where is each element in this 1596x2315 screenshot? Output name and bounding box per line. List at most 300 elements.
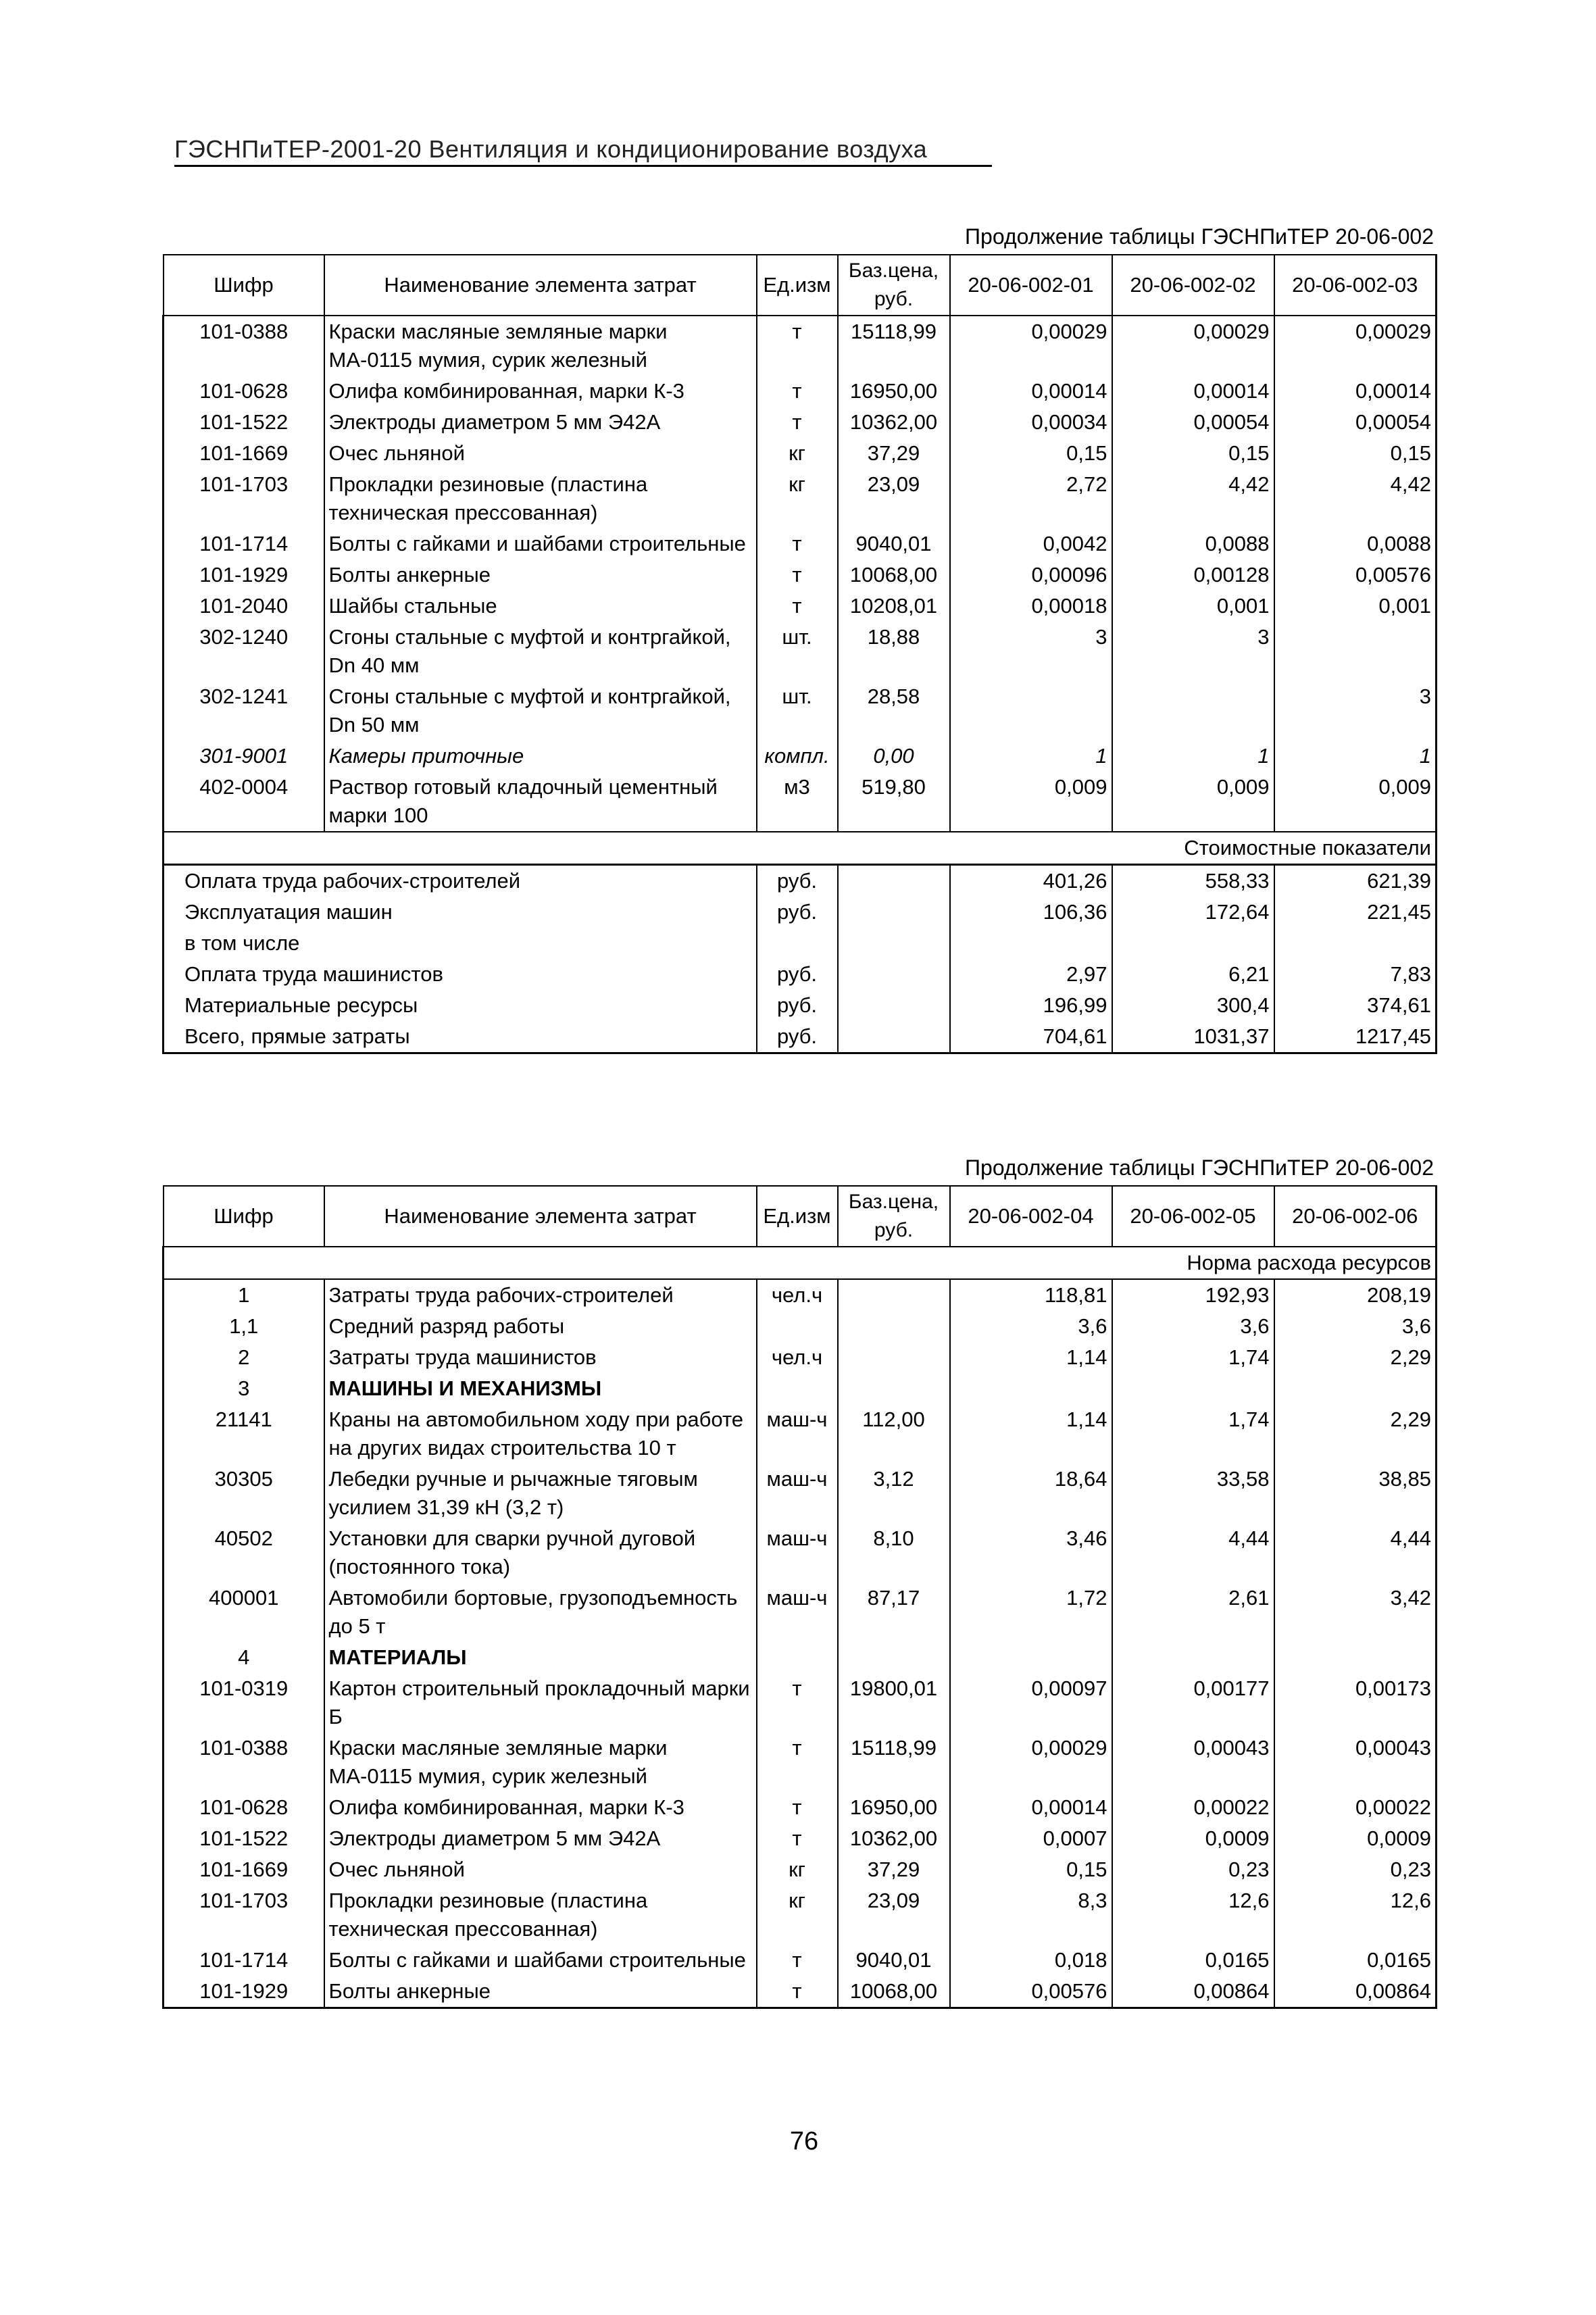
- row-price: 8,10: [838, 1523, 950, 1583]
- row-value-1: 3,46: [950, 1523, 1112, 1583]
- table-row: [164, 376, 1437, 407]
- header-col3: 20-06-002-03: [1274, 255, 1437, 316]
- row-code: 101-1929: [164, 1976, 324, 2008]
- row-value-1: 0,00096: [950, 559, 1112, 591]
- row-name: Краски масляные земляные марки МА-0115 мумия, сурик железный: [324, 316, 757, 376]
- row-value-1: 0,00034: [950, 407, 1112, 438]
- row-code: 101-0319: [164, 1673, 324, 1733]
- row-name: Установки для сварки ручной дуговой (постоянного тока): [324, 1523, 757, 1583]
- row-unit: т: [757, 316, 838, 376]
- row-unit: т: [757, 1673, 838, 1733]
- row-value-3: [1274, 622, 1437, 681]
- row-unit: м3: [757, 772, 838, 832]
- row-value-3: 0,00022: [1274, 1792, 1437, 1823]
- table-row: [164, 591, 1437, 622]
- summary-unit: руб.: [757, 897, 838, 928]
- row-value-1: 0,0007: [950, 1823, 1112, 1854]
- row-value-2: 192,93: [1112, 1279, 1274, 1311]
- row-value-3: 0,00864: [1274, 1976, 1437, 2008]
- row-value-2: 12,6: [1112, 1885, 1274, 1945]
- row-value-1: 18,64: [950, 1464, 1112, 1523]
- row-name: Болты анкерные: [324, 559, 757, 591]
- summary-value-1: 2,97: [950, 959, 1112, 990]
- row-unit: т: [757, 559, 838, 591]
- summary-row: [164, 990, 1437, 1021]
- table-row: [164, 1823, 1437, 1854]
- row-price: 9040,01: [838, 528, 950, 559]
- row-unit: т: [757, 1733, 838, 1792]
- row-value-2: 0,00014: [1112, 376, 1274, 407]
- row-unit: кг: [757, 438, 838, 469]
- table1-caption: Продолжение таблицы ГЭСНПиТЕР 20-06-002: [965, 224, 1434, 249]
- table-row: [164, 1945, 1437, 1976]
- section-label: Стоимостные показатели: [164, 832, 1437, 865]
- table-row: [164, 741, 1437, 772]
- row-unit: т: [757, 407, 838, 438]
- row-value-2: 33,58: [1112, 1464, 1274, 1523]
- row-value-1: 2,72: [950, 469, 1112, 528]
- row-value-2: 0,00043: [1112, 1733, 1274, 1792]
- summary-price: [838, 865, 950, 897]
- row-name: Болты с гайками и шайбами строительные: [324, 1945, 757, 1976]
- row-value-2: 0,001: [1112, 591, 1274, 622]
- row-value-3: 2,29: [1274, 1404, 1437, 1464]
- row-value-3: 3,6: [1274, 1311, 1437, 1342]
- row-value-1: 0,00014: [950, 1792, 1112, 1823]
- row-name: Раствор готовый кладочный цементный марки 100: [324, 772, 757, 832]
- row-value-3: 0,001: [1274, 591, 1437, 622]
- summary-unit: руб.: [757, 959, 838, 990]
- row-name: Прокладки резиновые (пластина техническая прессованная): [324, 1885, 757, 1945]
- summary-value-3: 621,39: [1274, 865, 1437, 897]
- header-col1: 20-06-002-04: [950, 1186, 1112, 1247]
- row-unit: чел.ч: [757, 1279, 838, 1311]
- row-value-3: 2,29: [1274, 1342, 1437, 1373]
- row-code: 302-1240: [164, 622, 324, 681]
- table-row: [164, 1523, 1437, 1583]
- summary-price: [838, 1021, 950, 1053]
- row-price: 519,80: [838, 772, 950, 832]
- row-value-3: 0,00014: [1274, 376, 1437, 407]
- row-code: 402-0004: [164, 772, 324, 832]
- row-value-1: 0,00097: [950, 1673, 1112, 1733]
- header-col2: 20-06-002-05: [1112, 1186, 1274, 1247]
- row-name: Шайбы стальные: [324, 591, 757, 622]
- table-row: [164, 1642, 1437, 1673]
- row-name: Очес льняной: [324, 1854, 757, 1885]
- row-value-2: 0,00177: [1112, 1673, 1274, 1733]
- row-value-1: 0,15: [950, 1854, 1112, 1885]
- row-name: Камеры приточные: [324, 741, 757, 772]
- row-value-1: 0,00029: [950, 316, 1112, 376]
- row-value-2: [1112, 1373, 1274, 1404]
- summary-value-1: 106,36: [950, 897, 1112, 928]
- summary-unit: руб.: [757, 1021, 838, 1053]
- row-value-2: [1112, 1642, 1274, 1673]
- row-code: 101-0628: [164, 376, 324, 407]
- row-name: Олифа комбинированная, марки К-3: [324, 1792, 757, 1823]
- summary-price: [838, 897, 950, 928]
- row-value-1: 0,009: [950, 772, 1112, 832]
- table-row: [164, 1404, 1437, 1464]
- row-code: 101-0628: [164, 1792, 324, 1823]
- row-value-2: 3: [1112, 622, 1274, 681]
- row-price: 0,00: [838, 741, 950, 772]
- table-row: [164, 528, 1437, 559]
- summary-row: [164, 959, 1437, 990]
- row-value-2: 0,15: [1112, 438, 1274, 469]
- row-unit: т: [757, 1976, 838, 2008]
- summary-name: Эксплуатация машин: [164, 897, 757, 928]
- row-name: Электроды диаметром 5 мм Э42А: [324, 407, 757, 438]
- table2-body: [164, 1247, 1437, 2008]
- row-value-2: 0,0088: [1112, 528, 1274, 559]
- table2-caption: Продолжение таблицы ГЭСНПиТЕР 20-06-002: [965, 1155, 1434, 1180]
- row-code: 101-0388: [164, 316, 324, 376]
- row-price: [838, 1279, 950, 1311]
- table-row: [164, 681, 1437, 741]
- table-row: [164, 1792, 1437, 1823]
- summary-row: [164, 897, 1437, 928]
- table-row: [164, 1464, 1437, 1523]
- row-code: 101-1714: [164, 528, 324, 559]
- row-name: Прокладки резиновые (пластина техническая прессованная): [324, 469, 757, 528]
- row-unit: маш-ч: [757, 1464, 838, 1523]
- table-row: [164, 1373, 1437, 1404]
- summary-price: [838, 928, 950, 959]
- header-col1: 20-06-002-01: [950, 255, 1112, 316]
- summary-value-3: 221,45: [1274, 897, 1437, 928]
- row-value-2: 4,44: [1112, 1523, 1274, 1583]
- row-value-2: [1112, 681, 1274, 741]
- row-value-1: 0,15: [950, 438, 1112, 469]
- header-col3: 20-06-002-06: [1274, 1186, 1437, 1247]
- table-row: [164, 772, 1437, 832]
- running-header: ГЭСНПиТЕР-2001-20 Вентиляция и кондиционирование воздуха: [174, 135, 992, 167]
- row-value-2: 1,74: [1112, 1342, 1274, 1373]
- row-value-2: 0,00029: [1112, 316, 1274, 376]
- row-price: 10068,00: [838, 559, 950, 591]
- row-code: 1: [164, 1279, 324, 1311]
- row-unit: [757, 1373, 838, 1404]
- row-code: 101-1522: [164, 1823, 324, 1854]
- summary-unit: руб.: [757, 990, 838, 1021]
- summary-price: [838, 990, 950, 1021]
- section-label-row: [164, 1247, 1437, 1279]
- row-name: МАТЕРИАЛЫ: [324, 1642, 757, 1673]
- summary-value-1: [950, 928, 1112, 959]
- row-value-3: 0,0088: [1274, 528, 1437, 559]
- table-row: [164, 1976, 1437, 2008]
- section-label-row: [164, 832, 1437, 865]
- row-code: 1,1: [164, 1311, 324, 1342]
- summary-row: [164, 928, 1437, 959]
- table-row: [164, 1885, 1437, 1945]
- summary-value-1: 401,26: [950, 865, 1112, 897]
- row-price: 18,88: [838, 622, 950, 681]
- header-code: Шифр: [164, 1186, 324, 1247]
- table-row: [164, 1583, 1437, 1642]
- row-value-1: 3: [950, 622, 1112, 681]
- row-price: 15118,99: [838, 316, 950, 376]
- header-price: Баз.цена, руб.: [838, 255, 950, 316]
- row-code: 302-1241: [164, 681, 324, 741]
- row-unit: маш-ч: [757, 1404, 838, 1464]
- row-price: [838, 1311, 950, 1342]
- row-price: 23,09: [838, 469, 950, 528]
- row-unit: т: [757, 1792, 838, 1823]
- summary-value-1: 196,99: [950, 990, 1112, 1021]
- row-value-1: 1,14: [950, 1404, 1112, 1464]
- row-value-3: 1: [1274, 741, 1437, 772]
- row-name: Лебедки ручные и рычажные тяговым усилием 31,39 кН (3,2 т): [324, 1464, 757, 1523]
- summary-value-2: 6,21: [1112, 959, 1274, 990]
- table-row: [164, 1673, 1437, 1733]
- table2: [162, 1185, 1437, 2009]
- row-unit: маш-ч: [757, 1523, 838, 1583]
- row-value-1: 118,81: [950, 1279, 1112, 1311]
- row-code: 101-1703: [164, 1885, 324, 1945]
- row-unit: кг: [757, 1854, 838, 1885]
- row-value-2: 3,6: [1112, 1311, 1274, 1342]
- row-code: 101-1669: [164, 1854, 324, 1885]
- row-code: 101-1929: [164, 559, 324, 591]
- row-value-3: 4,44: [1274, 1523, 1437, 1583]
- row-name: Болты с гайками и шайбами строительные: [324, 528, 757, 559]
- row-value-3: [1274, 1373, 1437, 1404]
- row-name: Средний разряд работы: [324, 1311, 757, 1342]
- row-value-3: 3,42: [1274, 1583, 1437, 1642]
- row-code: 101-1522: [164, 407, 324, 438]
- row-price: 10068,00: [838, 1976, 950, 2008]
- table1-summary: [164, 865, 1437, 1053]
- row-value-1: 1: [950, 741, 1112, 772]
- row-unit: чел.ч: [757, 1342, 838, 1373]
- row-unit: т: [757, 591, 838, 622]
- row-value-3: 3: [1274, 681, 1437, 741]
- summary-name: Оплата труда рабочих-строителей: [164, 865, 757, 897]
- row-price: [838, 1642, 950, 1673]
- row-code: 400001: [164, 1583, 324, 1642]
- row-value-2: 0,00864: [1112, 1976, 1274, 2008]
- row-price: 16950,00: [838, 376, 950, 407]
- summary-price: [838, 959, 950, 990]
- row-value-3: 0,15: [1274, 438, 1437, 469]
- row-name: Олифа комбинированная, марки К-3: [324, 376, 757, 407]
- row-value-2: 0,0165: [1112, 1945, 1274, 1976]
- row-value-3: 208,19: [1274, 1279, 1437, 1311]
- table-row: [164, 1279, 1437, 1311]
- row-name: Электроды диаметром 5 мм Э42А: [324, 1823, 757, 1854]
- row-unit: [757, 1311, 838, 1342]
- row-price: [838, 1373, 950, 1404]
- row-value-1: 8,3: [950, 1885, 1112, 1945]
- row-price: 3,12: [838, 1464, 950, 1523]
- row-price: 9040,01: [838, 1945, 950, 1976]
- summary-value-3: 1217,45: [1274, 1021, 1437, 1053]
- row-name: Сгоны стальные с муфтой и контргайкой, Dn 50 мм: [324, 681, 757, 741]
- header-col2: 20-06-002-02: [1112, 255, 1274, 316]
- row-name: Сгоны стальные с муфтой и контргайкой, Dn 40 мм: [324, 622, 757, 681]
- row-code: 101-1703: [164, 469, 324, 528]
- row-code: 101-1669: [164, 438, 324, 469]
- row-value-2: 0,00022: [1112, 1792, 1274, 1823]
- row-value-1: [950, 1373, 1112, 1404]
- row-value-2: 0,23: [1112, 1854, 1274, 1885]
- row-unit: т: [757, 528, 838, 559]
- summary-unit: руб.: [757, 865, 838, 897]
- row-price: 19800,01: [838, 1673, 950, 1733]
- row-value-3: 12,6: [1274, 1885, 1437, 1945]
- row-value-3: 0,00173: [1274, 1673, 1437, 1733]
- row-name: Очес льняной: [324, 438, 757, 469]
- row-name: Картон строительный прокладочный марки Б: [324, 1673, 757, 1733]
- row-value-3: 0,009: [1274, 772, 1437, 832]
- row-unit: кг: [757, 469, 838, 528]
- table-row: [164, 1733, 1437, 1792]
- table-row: [164, 407, 1437, 438]
- row-value-1: 0,00576: [950, 1976, 1112, 2008]
- row-value-2: 2,61: [1112, 1583, 1274, 1642]
- summary-value-3: 374,61: [1274, 990, 1437, 1021]
- row-name: Болты анкерные: [324, 1976, 757, 2008]
- row-unit: [757, 1642, 838, 1673]
- section-label: Норма расхода ресурсов: [164, 1247, 1437, 1279]
- row-price: 23,09: [838, 1885, 950, 1945]
- row-value-3: 0,00043: [1274, 1733, 1437, 1792]
- row-unit: т: [757, 1945, 838, 1976]
- row-value-1: 0,0042: [950, 528, 1112, 559]
- summary-unit: [757, 928, 838, 959]
- table-row: [164, 622, 1437, 681]
- row-value-2: 0,00054: [1112, 407, 1274, 438]
- row-unit: шт.: [757, 681, 838, 741]
- summary-value-2: 172,64: [1112, 897, 1274, 928]
- row-unit: т: [757, 376, 838, 407]
- row-value-2: 1,74: [1112, 1404, 1274, 1464]
- row-value-2: 0,0009: [1112, 1823, 1274, 1854]
- row-value-1: 0,00029: [950, 1733, 1112, 1792]
- row-value-3: 0,0165: [1274, 1945, 1437, 1976]
- row-price: 10362,00: [838, 407, 950, 438]
- row-code: 4: [164, 1642, 324, 1673]
- header-code: Шифр: [164, 255, 324, 316]
- row-value-2: 1: [1112, 741, 1274, 772]
- summary-row: [164, 865, 1437, 897]
- row-value-3: 0,23: [1274, 1854, 1437, 1885]
- summary-value-2: 300,4: [1112, 990, 1274, 1021]
- row-value-3: 38,85: [1274, 1464, 1437, 1523]
- row-value-1: 1,14: [950, 1342, 1112, 1373]
- table-row: [164, 316, 1437, 376]
- row-value-3: 4,42: [1274, 469, 1437, 528]
- summary-name: Материальные ресурсы: [164, 990, 757, 1021]
- row-code: 301-9001: [164, 741, 324, 772]
- row-code: 101-1714: [164, 1945, 324, 1976]
- row-name: Автомобили бортовые, грузоподъемность до 5 т: [324, 1583, 757, 1642]
- row-value-1: 0,00018: [950, 591, 1112, 622]
- row-value-3: 0,00576: [1274, 559, 1437, 591]
- row-value-1: 3,6: [950, 1311, 1112, 1342]
- row-name: МАШИНЫ И МЕХАНИЗМЫ: [324, 1373, 757, 1404]
- row-value-3: 0,00029: [1274, 316, 1437, 376]
- row-price: 37,29: [838, 1854, 950, 1885]
- row-name: Затраты труда машинистов: [324, 1342, 757, 1373]
- row-unit: компл.: [757, 741, 838, 772]
- row-price: 112,00: [838, 1404, 950, 1464]
- row-unit: т: [757, 1823, 838, 1854]
- row-value-1: [950, 1642, 1112, 1673]
- header-name: Наименование элемента затрат: [324, 1186, 757, 1247]
- header-unit: Ед.изм: [757, 1186, 838, 1247]
- row-code: 21141: [164, 1404, 324, 1464]
- summary-name: Всего, прямые затраты: [164, 1021, 757, 1053]
- row-price: 10208,01: [838, 591, 950, 622]
- header-name: Наименование элемента затрат: [324, 255, 757, 316]
- table-row: [164, 438, 1437, 469]
- table-row: [164, 559, 1437, 591]
- row-name: Краски масляные земляные марки МА-0115 мумия, сурик железный: [324, 1733, 757, 1792]
- table-row: [164, 1311, 1437, 1342]
- page-number: 76: [789, 2127, 819, 2156]
- row-price: 37,29: [838, 438, 950, 469]
- row-price: [838, 1342, 950, 1373]
- row-value-1: 0,00014: [950, 376, 1112, 407]
- header-unit: Ед.изм: [757, 255, 838, 316]
- row-code: 101-2040: [164, 591, 324, 622]
- row-value-1: [950, 681, 1112, 741]
- row-value-2: 0,00128: [1112, 559, 1274, 591]
- table1: [162, 254, 1437, 1054]
- summary-value-2: [1112, 928, 1274, 959]
- table-row: [164, 1854, 1437, 1885]
- row-code: 40502: [164, 1523, 324, 1583]
- summary-value-2: 558,33: [1112, 865, 1274, 897]
- summary-value-3: 7,83: [1274, 959, 1437, 990]
- row-code: 2: [164, 1342, 324, 1373]
- row-name: Затраты труда рабочих-строителей: [324, 1279, 757, 1311]
- row-value-3: [1274, 1642, 1437, 1673]
- row-value-3: 0,00054: [1274, 407, 1437, 438]
- header-price: Баз.цена, руб.: [838, 1186, 950, 1247]
- row-price: 28,58: [838, 681, 950, 741]
- row-price: 16950,00: [838, 1792, 950, 1823]
- summary-name: в том числе: [164, 928, 757, 959]
- summary-value-2: 1031,37: [1112, 1021, 1274, 1053]
- summary-value-1: 704,61: [950, 1021, 1112, 1053]
- row-value-2: 0,009: [1112, 772, 1274, 832]
- row-unit: кг: [757, 1885, 838, 1945]
- row-price: 10362,00: [838, 1823, 950, 1854]
- row-code: 101-0388: [164, 1733, 324, 1792]
- table1-body: [164, 316, 1437, 865]
- table-row: [164, 469, 1437, 528]
- row-value-1: 1,72: [950, 1583, 1112, 1642]
- summary-value-3: [1274, 928, 1437, 959]
- summary-name: Оплата труда машинистов: [164, 959, 757, 990]
- row-unit: маш-ч: [757, 1583, 838, 1642]
- row-value-1: 0,018: [950, 1945, 1112, 1976]
- row-value-3: 0,0009: [1274, 1823, 1437, 1854]
- summary-row: [164, 1021, 1437, 1053]
- row-code: 3: [164, 1373, 324, 1404]
- row-price: 15118,99: [838, 1733, 950, 1792]
- row-code: 30305: [164, 1464, 324, 1523]
- row-name: Краны на автомобильном ходу при работе на других видах строительства 10 т: [324, 1404, 757, 1464]
- table-row: [164, 1342, 1437, 1373]
- row-price: 87,17: [838, 1583, 950, 1642]
- row-unit: шт.: [757, 622, 838, 681]
